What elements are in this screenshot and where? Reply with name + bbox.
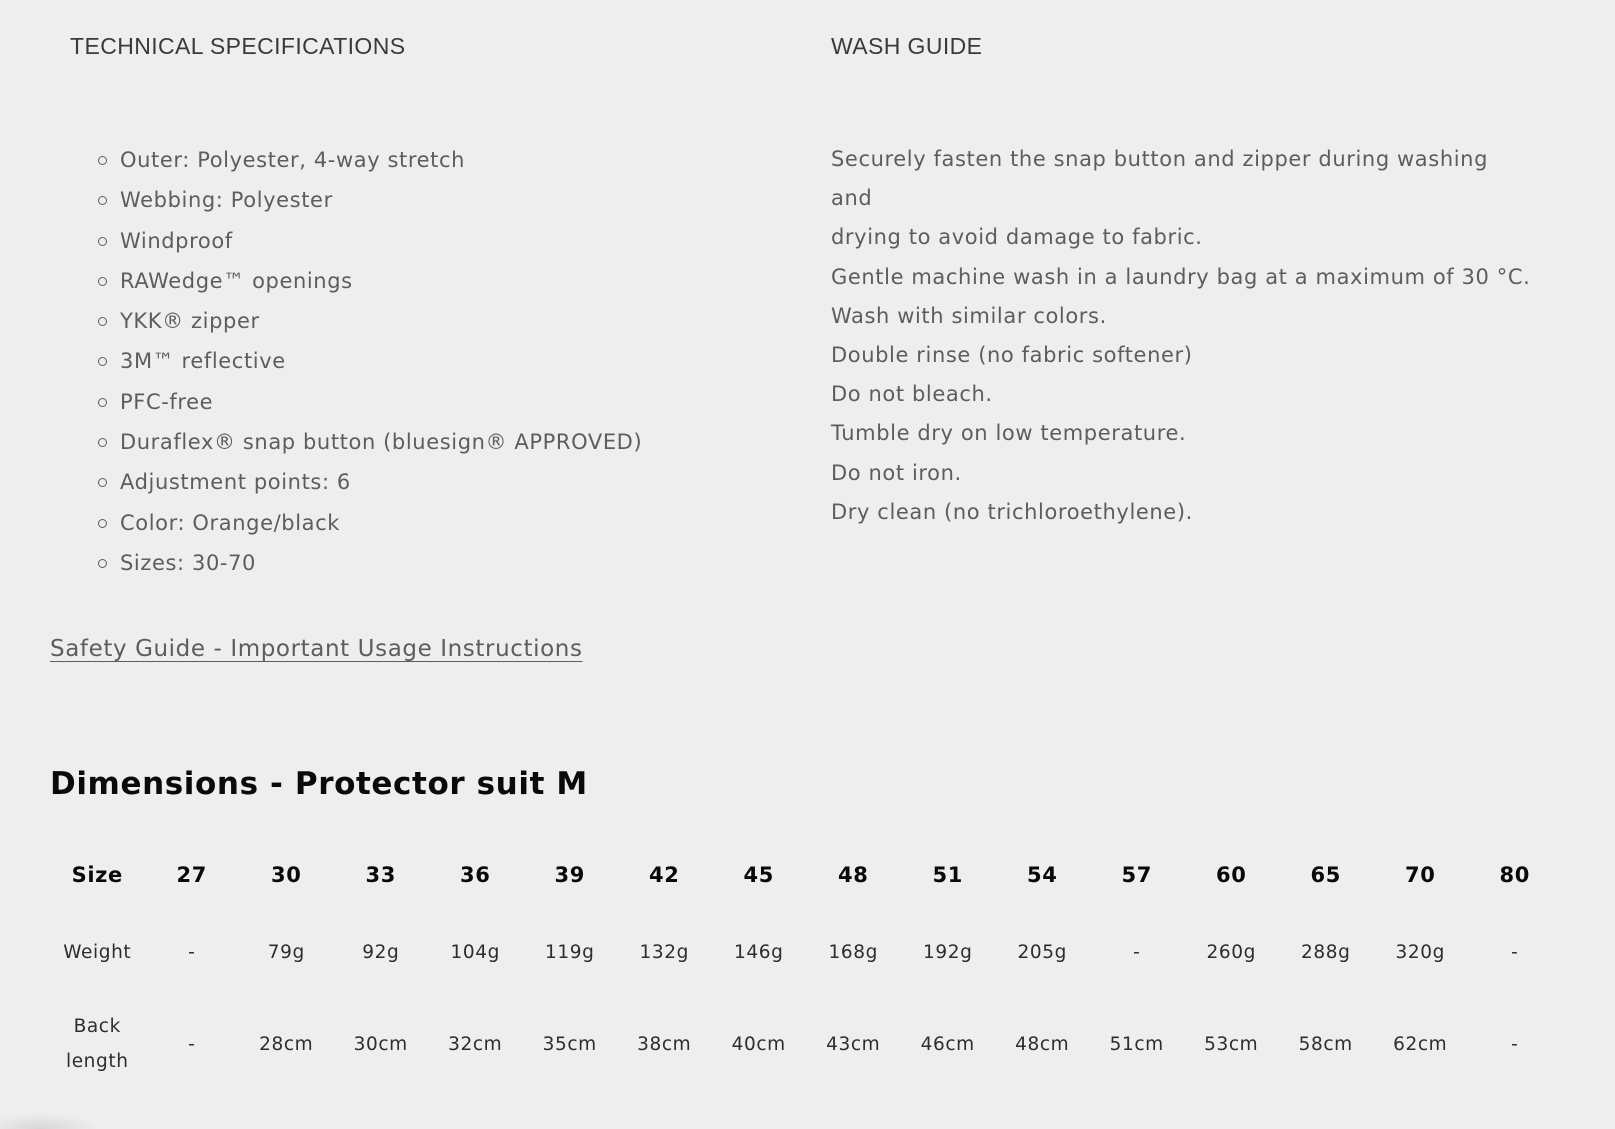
- weight-cell: 119g: [545, 941, 595, 963]
- spec-item: Duraflex® snap button (bluesign® APPROVED): [98, 422, 750, 462]
- back-length-cell: -: [188, 1033, 196, 1055]
- size-cell: 60: [1216, 863, 1247, 887]
- spec-list: [70, 140, 750, 583]
- weight-row: [50, 906, 1562, 998]
- size-cell: 80: [1499, 863, 1530, 887]
- size-cell: 39: [554, 863, 585, 887]
- weight-cell: -: [188, 941, 196, 963]
- back-length-cell: 48cm: [1015, 1033, 1070, 1055]
- wash-guide-text: [831, 140, 1531, 532]
- wash-line: drying to avoid damage to fabric.: [831, 225, 1203, 250]
- wash-line: Gentle machine wash in a laundry bag at a maximum of 30 °C.: [831, 264, 1531, 289]
- back-length-cell: -: [1511, 1033, 1519, 1055]
- back-length-cell: 51cm: [1109, 1033, 1164, 1055]
- back-length-row: [50, 998, 1562, 1090]
- spec-item: Outer: Polyester, 4-way stretch: [98, 140, 750, 180]
- back-length-cell: 28cm: [259, 1033, 314, 1055]
- back-length-cell: 38cm: [637, 1033, 692, 1055]
- weight-cell: 168g: [828, 941, 878, 963]
- size-cell: 54: [1027, 863, 1058, 887]
- back-length-label-line1: Back: [73, 1016, 121, 1037]
- weight-cell: 205g: [1017, 941, 1067, 963]
- size-row: [50, 844, 1562, 906]
- spec-item: Color: Orange/black: [98, 503, 750, 543]
- back-length-label-line2: length: [65, 1051, 129, 1072]
- spec-item: Sizes: 30-70: [98, 543, 750, 583]
- weight-cell: 146g: [734, 941, 784, 963]
- wash-line: Do not iron.: [831, 460, 962, 485]
- size-cell: 57: [1121, 863, 1152, 887]
- weight-cell: -: [1511, 941, 1519, 963]
- weight-cell: 192g: [923, 941, 973, 963]
- size-cell: 42: [649, 863, 680, 887]
- back-length-cell: 43cm: [826, 1033, 881, 1055]
- safety-guide-link[interactable]: Safety Guide - Important Usage Instructions: [50, 636, 583, 662]
- spec-item: PFC-free: [98, 382, 750, 422]
- wash-guide-heading: WASH GUIDE: [831, 33, 983, 59]
- corner-shadow: [0, 1113, 100, 1129]
- spec-item: RAWedge™ openings: [98, 261, 750, 301]
- size-label: Size: [71, 863, 123, 887]
- back-length-cell: 40cm: [731, 1033, 786, 1055]
- technical-specifications-section: [70, 28, 750, 583]
- spec-item: 3M™ reflective: [98, 341, 750, 381]
- wash-line: Do not bleach.: [831, 382, 993, 407]
- spec-item: Webbing: Polyester: [98, 180, 750, 220]
- weight-cell: 288g: [1301, 941, 1351, 963]
- wash-line: Dry clean (no trichloroethylene).: [831, 499, 1193, 524]
- dimensions-table: [50, 844, 1562, 1090]
- wash-line: Tumble dry on low temperature.: [831, 421, 1187, 446]
- weight-cell: 92g: [362, 941, 400, 963]
- weight-cell: 79g: [267, 941, 305, 963]
- size-cell: 48: [838, 863, 869, 887]
- back-length-cell: 58cm: [1298, 1033, 1353, 1055]
- wash-line: Securely fasten the snap button and zipper during washing and: [831, 147, 1489, 211]
- size-cell: 45: [743, 863, 774, 887]
- size-cell: 30: [271, 863, 302, 887]
- size-cell: 36: [460, 863, 491, 887]
- weight-cell: -: [1133, 941, 1141, 963]
- spec-item: YKK® zipper: [98, 301, 750, 341]
- back-length-cell: 46cm: [920, 1033, 975, 1055]
- dimensions-title: Dimensions - Protector suit M: [50, 766, 588, 802]
- wash-guide-section: [831, 28, 1531, 532]
- technical-specifications-heading: TECHNICAL SPECIFICATIONS: [70, 33, 406, 59]
- size-cell: 51: [932, 863, 963, 887]
- size-cell: 65: [1310, 863, 1341, 887]
- size-cell: 33: [365, 863, 396, 887]
- weight-label: Weight: [63, 941, 132, 963]
- size-cell: 27: [176, 863, 207, 887]
- back-length-cell: 62cm: [1393, 1033, 1448, 1055]
- weight-cell: 320g: [1395, 941, 1445, 963]
- back-length-cell: 32cm: [448, 1033, 503, 1055]
- spec-item: Adjustment points: 6: [98, 462, 750, 502]
- back-length-cell: 53cm: [1204, 1033, 1259, 1055]
- back-length-cell: 35cm: [542, 1033, 597, 1055]
- back-length-cell: 30cm: [353, 1033, 408, 1055]
- spec-item: Windproof: [98, 221, 750, 261]
- back-length-label: [50, 998, 145, 1090]
- weight-cell: 132g: [639, 941, 689, 963]
- weight-cell: 260g: [1206, 941, 1256, 963]
- weight-cell: 104g: [450, 941, 500, 963]
- size-cell: 70: [1405, 863, 1436, 887]
- wash-line: Wash with similar colors.: [831, 303, 1107, 328]
- wash-line: Double rinse (no fabric softener): [831, 343, 1193, 368]
